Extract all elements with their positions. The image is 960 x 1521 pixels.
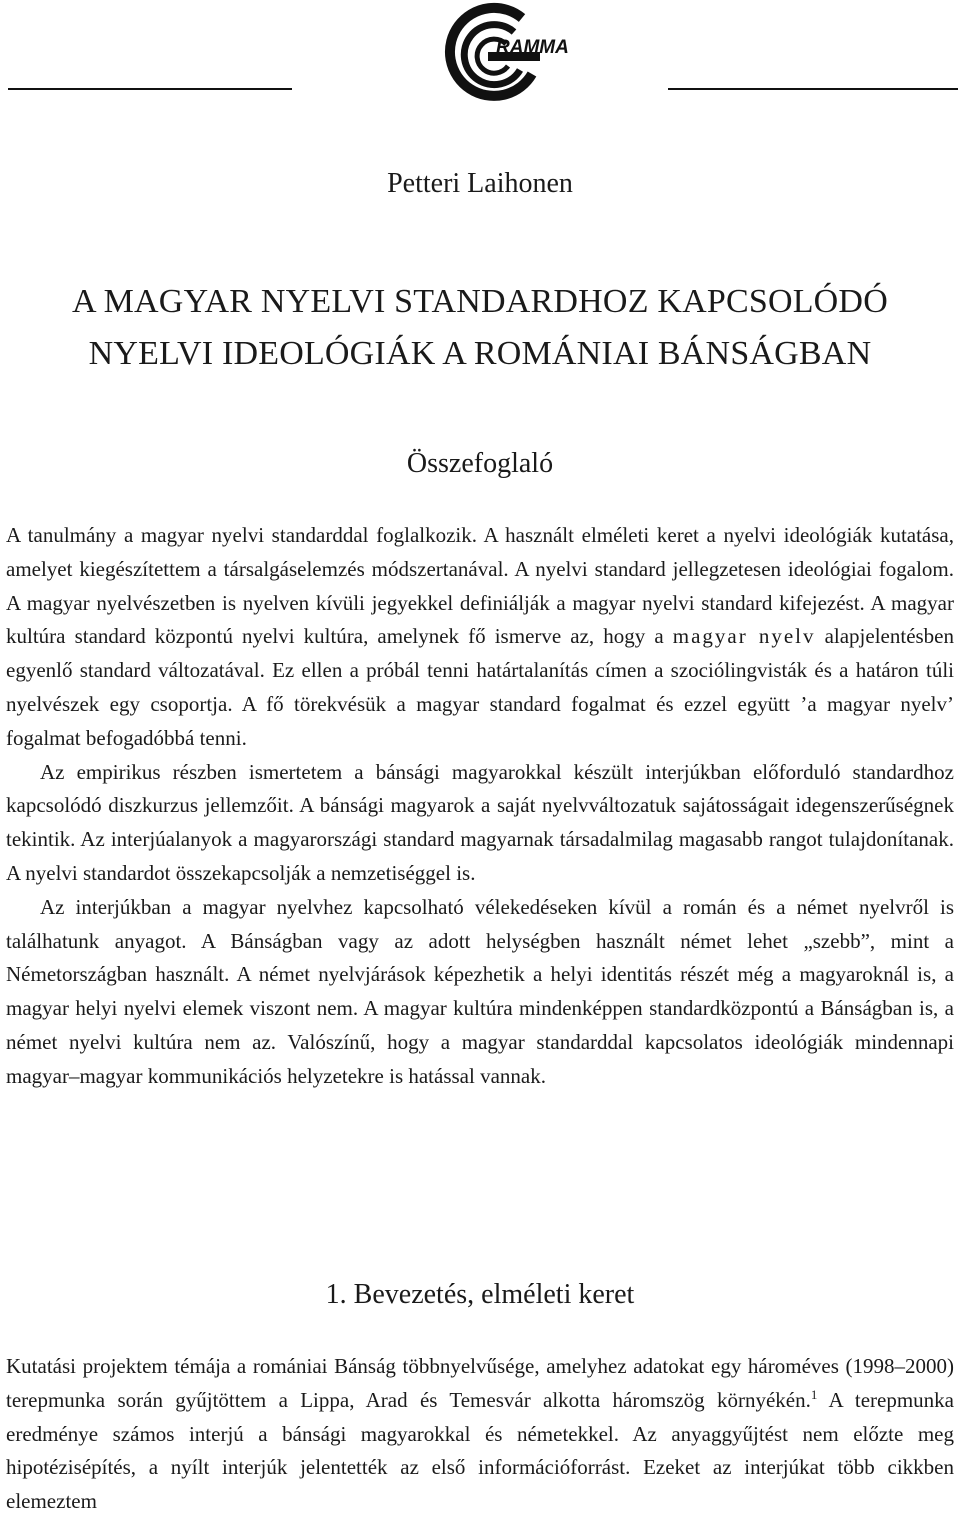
footnote-marker[interactable]: 1 [810, 1386, 818, 1402]
intro-paragraph-1 [6, 1350, 954, 1519]
header-rule-right [668, 88, 958, 90]
author-name: Petteri Laihonen [387, 168, 573, 199]
abstract-p1-text-b: alapjelentésben egyenlő standard változatával. Ez ellen a próbál tenni határtalanítás címen a szociólingvisták és a határon túli nyelvészek egy csoportja. A fő törekvésük a magyar standard fogalmat és ezzel együtt ’a magyar nyelv’ fogalmat befogadóbbá tenni. [6, 624, 955, 750]
abstract-body [6, 519, 954, 1094]
title-line-2: NYELVI IDEOLÓGIÁK A ROMÁNIAI BÁNSÁGBAN [88, 335, 872, 372]
article-title [0, 276, 960, 380]
logo-text: RAMMA [496, 37, 569, 58]
intro-p1-text-a: Kutatási projektem témája a romániai Bánság többnyelvűsége, amelyhez adatokat egy hároméves (1998–2000) terepmunka során gyűjtöttem a Lippa, Arad és Temesvár alkotta háromszög környékén. [6, 1354, 954, 1412]
abstract-p1-spaced-term: magyar nyelv [672, 624, 816, 649]
section-heading: 1. Bevezetés, elméleti keret [325, 1279, 635, 1310]
intro-p1-text-b: A terepmunka eredménye számos interjú a bánsági magyarokkal és németekkel. Az anyaggyűjtést nem előzte meg hipotézisépítés, a nyílt interjúk jelentették az első információforrást. Ezeket az interjúkat több cikkben elemeztem [6, 1387, 954, 1514]
abstract-paragraph-3: Az interjúkban a magyar nyelvhez kapcsolható vélekedéseken kívül a román és a német nyelvről is találhatunk anyagot. A Bánságban vagy az adott helységben használt német lehet „szebb”, mint a Németországban használt. A német nyelvjárások képezhetik a helyi identitás részét még a magyaroknál is, a magyar helyi nyelvi elemek viszont nem. A magyar kultúra mindenképpen standardközpontú a Bánságban is, a német nyelvi kultúra nem az. Valószínű, hogy a magyar standarddal kapcsolatos ideológiák mindennapi magyar–magyar kommunikációs helyzetekre is hatással vannak. [6, 894, 954, 1088]
abstract-paragraph-1 [6, 519, 954, 756]
header-rule-left [8, 88, 292, 90]
abstract-p1-text-a: A tanulmány a magyar nyelvi standarddal foglalkozik. A használt elméleti keret a nyelvi ideológiák kutatása, amelyet kiegészítettem a társalgáselemzés módszertanával. A nyelvi standard jellegzetesen ideológiai fogalom. A magyar nyelvészetben is nyelven kívüli jegyekkel definiálják a magyar nyelvi standard kifejezést. A magyar kultúra standard központú nyelvi kultúra, amelynek fő ismerve az, hogy a [6, 523, 954, 649]
intro-body [6, 1350, 954, 1519]
summary-heading: Összefoglaló [406, 448, 554, 479]
gramma-logo [436, 4, 569, 100]
title-line-1: A MAGYAR NYELVI STANDARDHOZ KAPCSOLÓDÓ [72, 283, 888, 320]
abstract-paragraph-2: Az empirikus részben ismertetem a bánsági magyarokkal készült interjúkban előforduló standardhoz kapcsolódó diszkurzus jellemzőit. A bánsági magyarok a saját nyelvváltozatuk sajátosságait idegenszerűségnek tekintik. Az interjúalanyok a magyarországi standard magyarnak társadalmilag magasabb rangot tulajdonítanak. A nyelvi standardot összekapcsolják a nemzetiséggel is. [6, 759, 954, 885]
